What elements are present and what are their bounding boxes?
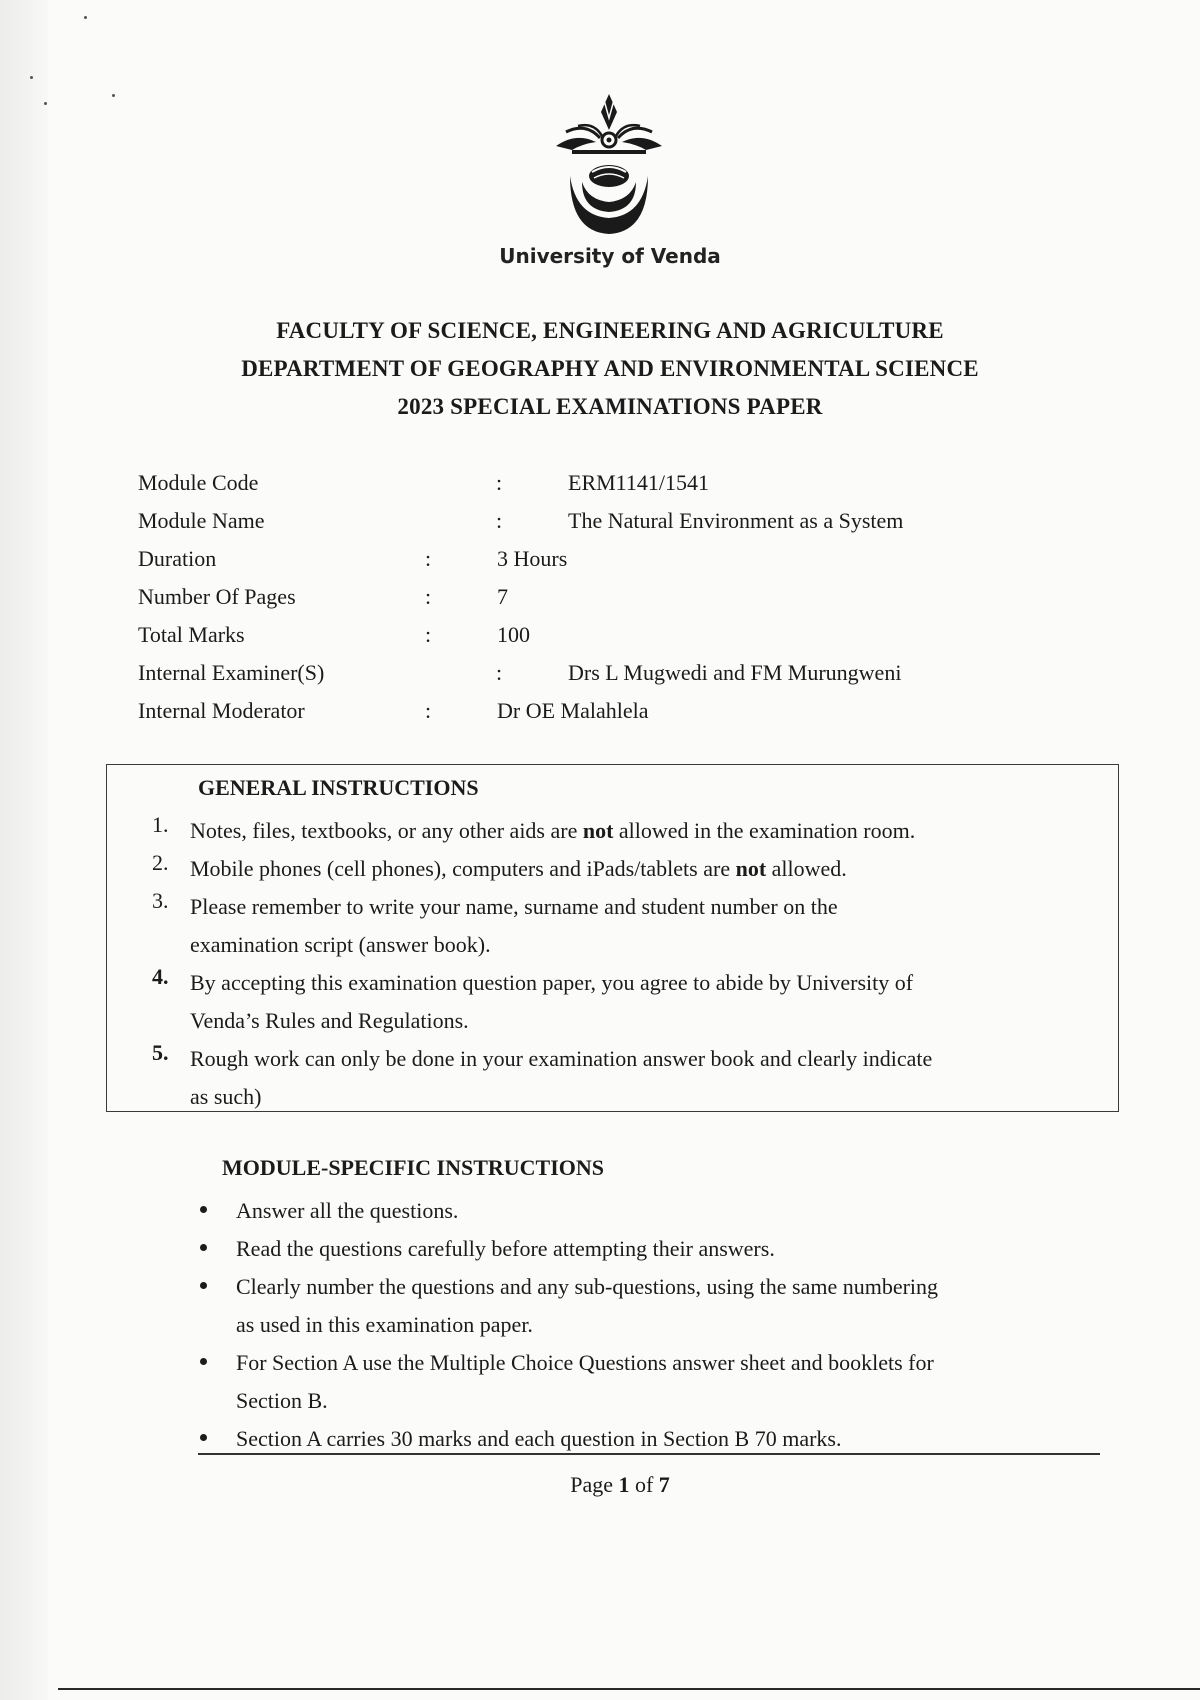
university-logo <box>552 92 666 240</box>
instruction-text-part: allowed in the examination room. <box>613 818 916 843</box>
faculty-heading: FACULTY OF SCIENCE, ENGINEERING AND AGRICULTURE <box>276 318 944 343</box>
instruction-number: 5. <box>152 1040 169 1065</box>
module-specific-instructions-title: MODULE-SPECIFIC INSTRUCTIONS <box>222 1155 605 1180</box>
bullet-line: For Section A use the Multiple Choice Questions answer sheet and booklets for <box>236 1350 934 1375</box>
info-label: Module Code <box>138 470 259 495</box>
info-colon: : <box>425 584 432 609</box>
info-value: Drs L Mugwedi and FM Murungweni <box>568 660 902 685</box>
info-value: The Natural Environment as a System <box>568 508 904 533</box>
instruction-line: examination script (answer book). <box>190 932 491 957</box>
department-heading: DEPARTMENT OF GEOGRAPHY AND ENVIRONMENTAL SCIENCE <box>241 356 979 381</box>
instruction-line: By accepting this examination question paper, you agree to abide by University of <box>190 970 914 995</box>
bullet-icon <box>200 1434 207 1441</box>
instruction-number: 3. <box>152 888 169 913</box>
info-colon: : <box>425 698 432 723</box>
info-label: Module Name <box>138 508 265 533</box>
total-pages: 7 <box>658 1472 670 1497</box>
instruction-text-part: Notes, files, textbooks, or any other aids are <box>190 818 583 843</box>
bullet-icon <box>200 1358 207 1365</box>
instruction-text <box>190 850 1090 888</box>
university-name: University of Venda <box>499 244 721 268</box>
bullet-text: Answer all the questions. <box>236 1198 459 1223</box>
instruction-text-part: Mobile phones (cell phones), computers and iPads/tablets are <box>190 856 736 881</box>
exam-header <box>150 312 1070 426</box>
bullet-icon <box>200 1244 207 1251</box>
bullet-line: as used in this examination paper. <box>236 1312 533 1337</box>
instruction-line: Venda’s Rules and Regulations. <box>190 1008 469 1033</box>
instruction-text <box>190 1040 1090 1116</box>
info-label: Duration <box>138 546 217 571</box>
instruction-text <box>190 888 1090 964</box>
page-number <box>500 1472 740 1498</box>
current-page: 1 <box>618 1472 630 1497</box>
info-colon: : <box>425 546 432 571</box>
bullet-text <box>236 1268 1096 1344</box>
info-label: Internal Examiner(S) <box>138 660 325 685</box>
bullet-icon <box>200 1282 207 1289</box>
info-value: ERM1141/1541 <box>568 470 709 495</box>
scan-speck <box>30 76 33 79</box>
general-instructions-title: GENERAL INSTRUCTIONS <box>198 775 479 800</box>
instruction-emphasis: not <box>582 818 614 843</box>
info-value: 100 <box>497 622 530 647</box>
scan-speck <box>84 16 87 19</box>
logo-leaf-icon <box>556 138 596 150</box>
info-label: Number Of Pages <box>138 584 296 609</box>
info-value: 7 <box>497 584 508 609</box>
bullet-text: Section A carries 30 marks and each question in Section B 70 marks. <box>236 1426 842 1451</box>
logo-leaf-icon <box>622 138 662 150</box>
info-colon: : <box>496 660 503 685</box>
info-value: 3 Hours <box>497 546 568 571</box>
exam-type-heading: 2023 SPECIAL EXAMINATIONS PAPER <box>397 394 823 419</box>
scan-speck <box>112 94 115 97</box>
info-colon: : <box>425 622 432 647</box>
info-colon: : <box>496 508 503 533</box>
scan-speck <box>44 102 47 105</box>
footer-divider <box>198 1453 1100 1455</box>
info-label: Total Marks <box>138 622 245 647</box>
instruction-text-part: allowed. <box>766 856 847 881</box>
instruction-number: 4. <box>152 964 169 989</box>
instruction-line: Please remember to write your name, surname and student number on the <box>190 894 838 919</box>
bullet-line: Clearly number the questions and any sub-questions, using the same numbering <box>236 1274 939 1299</box>
bullet-text: Read the questions carefully before attempting their answers. <box>236 1236 775 1261</box>
page-number-of: of <box>629 1472 659 1497</box>
instruction-number: 1. <box>152 812 169 837</box>
bullet-line: Section B. <box>236 1388 328 1413</box>
instruction-number: 2. <box>152 850 169 875</box>
bullet-text <box>236 1344 1096 1420</box>
instruction-line: as such) <box>190 1084 262 1109</box>
info-colon: : <box>496 470 503 495</box>
instruction-emphasis: not <box>735 856 767 881</box>
bullet-icon <box>200 1206 207 1213</box>
logo-pot-icon <box>589 165 629 187</box>
info-value: Dr OE Malahlela <box>497 698 649 723</box>
page-number-prefix: Page <box>570 1472 619 1497</box>
instruction-text <box>190 812 1090 850</box>
instruction-line: Rough work can only be done in your examination answer book and clearly indicate <box>190 1046 933 1071</box>
instruction-text <box>190 964 1090 1040</box>
scan-edge-line <box>58 1688 1200 1690</box>
info-label: Internal Moderator <box>138 698 305 723</box>
logo-flame-icon <box>601 94 617 130</box>
scan-shadow <box>0 0 48 1700</box>
